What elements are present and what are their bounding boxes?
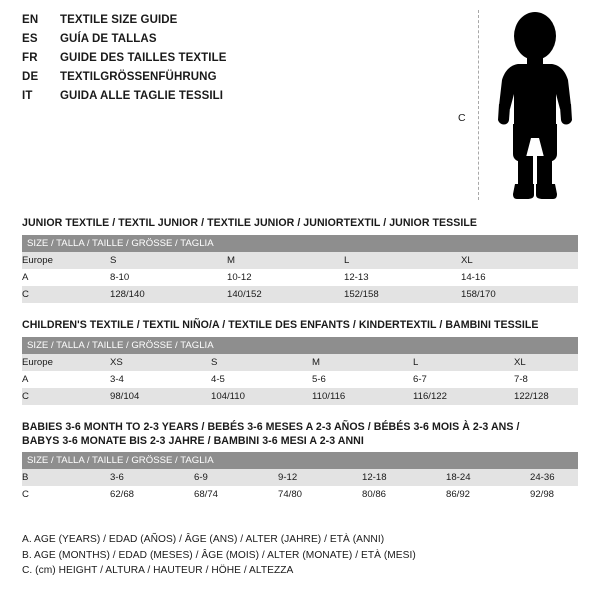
cell: 12-18: [362, 469, 446, 486]
cell: 3-4: [110, 371, 211, 388]
row-label: B: [22, 469, 110, 486]
table-row: [22, 388, 578, 405]
cell: 80/86: [362, 486, 446, 503]
section-title-babies: [22, 420, 519, 448]
cell: 98/104: [110, 388, 211, 405]
cell: XL: [461, 252, 578, 269]
language-row: [22, 90, 442, 109]
height-measure-line: [478, 10, 479, 200]
table-header-label: SIZE / TALLA / TAILLE / GRÖSSE / TAGLIA: [27, 238, 214, 249]
cell: 5-6: [312, 371, 413, 388]
cell: S: [110, 252, 227, 269]
language-title: TEXTILE SIZE GUIDE: [60, 14, 178, 26]
row-label: Europe: [22, 252, 110, 269]
cell: 92/98: [530, 486, 578, 503]
children-size-table: [22, 337, 578, 405]
row-label: C: [22, 486, 110, 503]
cell: L: [413, 354, 514, 371]
language-row: [22, 14, 442, 33]
cell: 12-13: [344, 269, 461, 286]
language-code: IT: [22, 90, 33, 102]
cell: 24-36: [530, 469, 578, 486]
table-header-label: SIZE / TALLA / TAILLE / GRÖSSE / TAGLIA: [27, 455, 214, 466]
child-figure-diagram: [455, 8, 585, 203]
cell: 122/128: [514, 388, 578, 405]
cell: M: [312, 354, 413, 371]
language-code: DE: [22, 71, 39, 83]
cell: 68/74: [194, 486, 278, 503]
cell: 74/80: [278, 486, 362, 503]
cell: XS: [110, 354, 211, 371]
row-label: C: [22, 388, 110, 405]
height-measure-label: C: [458, 112, 466, 124]
section-title-children: CHILDREN'S TEXTILE / TEXTIL NIÑO/A / TEXTILE DES ENFANTS / KINDERTEXTIL / BAMBINI TESSILE: [22, 319, 539, 331]
cell: 3-6: [110, 469, 194, 486]
row-label: C: [22, 286, 110, 303]
row-label: Europe: [22, 354, 110, 371]
table-header-row: [22, 235, 578, 252]
junior-size-table: [22, 235, 578, 303]
language-title: TEXTILGRÖSSENFÜHRUNG: [60, 71, 217, 83]
cell: 140/152: [227, 286, 344, 303]
table-header-row: [22, 452, 578, 469]
cell: L: [344, 252, 461, 269]
footnote-c: C. (cm) HEIGHT / ALTURA / HAUTEUR / HÖHE / ALTEZZA: [22, 565, 294, 576]
cell: 158/170: [461, 286, 578, 303]
language-title: GUIDE DES TAILLES TEXTILE: [60, 52, 227, 64]
section-title-junior: JUNIOR TEXTILE / TEXTIL JUNIOR / TEXTILE JUNIOR / JUNIORTEXTIL / JUNIOR TESSILE: [22, 217, 478, 229]
language-code: EN: [22, 14, 39, 26]
cell: 128/140: [110, 286, 227, 303]
cell: 4-5: [211, 371, 312, 388]
cell: 8-10: [110, 269, 227, 286]
table-header-label: SIZE / TALLA / TAILLE / GRÖSSE / TAGLIA: [27, 340, 214, 351]
cell: 152/158: [344, 286, 461, 303]
footnote-b: B. AGE (MONTHS) / EDAD (MESES) / ÂGE (MOIS) / ALTER (MONATE) / ETÀ (MESI): [22, 549, 416, 561]
language-code: FR: [22, 52, 38, 64]
cell: 86/92: [446, 486, 530, 503]
cell: 104/110: [211, 388, 312, 405]
cell: 6-9: [194, 469, 278, 486]
babies-size-table: [22, 452, 578, 503]
cell: 9-12: [278, 469, 362, 486]
section-title-babies-line1: BABIES 3-6 MONTH TO 2-3 YEARS / BEBÉS 3-6 MESES A 2-3 AÑOS / BÉBÉS 3-6 MOIS À 2-3 ANS /: [22, 421, 520, 433]
row-label: A: [22, 371, 110, 388]
table-row: [22, 252, 578, 269]
cell: 10-12: [227, 269, 344, 286]
cell: S: [211, 354, 312, 371]
cell: 110/116: [312, 388, 413, 405]
cell: M: [227, 252, 344, 269]
cell: XL: [514, 354, 578, 371]
language-row: [22, 71, 442, 90]
footnote-a: A. AGE (YEARS) / EDAD (AÑOS) / ÂGE (ANS) / ALTER (JAHRE) / ETÀ (ANNI): [22, 534, 385, 545]
footnote-block: [22, 532, 562, 579]
cell: 6-7: [413, 371, 514, 388]
table-header-row: [22, 337, 578, 354]
language-title: GUÍA DE TALLAS: [60, 33, 157, 45]
cell: 14-16: [461, 269, 578, 286]
table-row: [22, 269, 578, 286]
cell: 62/68: [110, 486, 194, 503]
table-row: [22, 286, 578, 303]
table-row: [22, 486, 578, 503]
row-label: A: [22, 269, 110, 286]
language-code: ES: [22, 33, 38, 45]
table-row: [22, 469, 578, 486]
table-row: [22, 354, 578, 371]
language-row: [22, 33, 442, 52]
language-row: [22, 52, 442, 71]
table-row: [22, 371, 578, 388]
section-title-babies-line2: BABYS 3-6 MONATE BIS 2-3 JAHRE / BAMBINI 3-6 MESI A 2-3 ANNI: [22, 435, 364, 447]
language-title: GUIDA ALLE TAGLIE TESSILI: [60, 90, 224, 102]
cell: 7-8: [514, 371, 578, 388]
cell: 18-24: [446, 469, 530, 486]
cell: 116/122: [413, 388, 514, 405]
language-title-block: [22, 14, 442, 109]
child-silhouette-icon: [485, 8, 585, 203]
